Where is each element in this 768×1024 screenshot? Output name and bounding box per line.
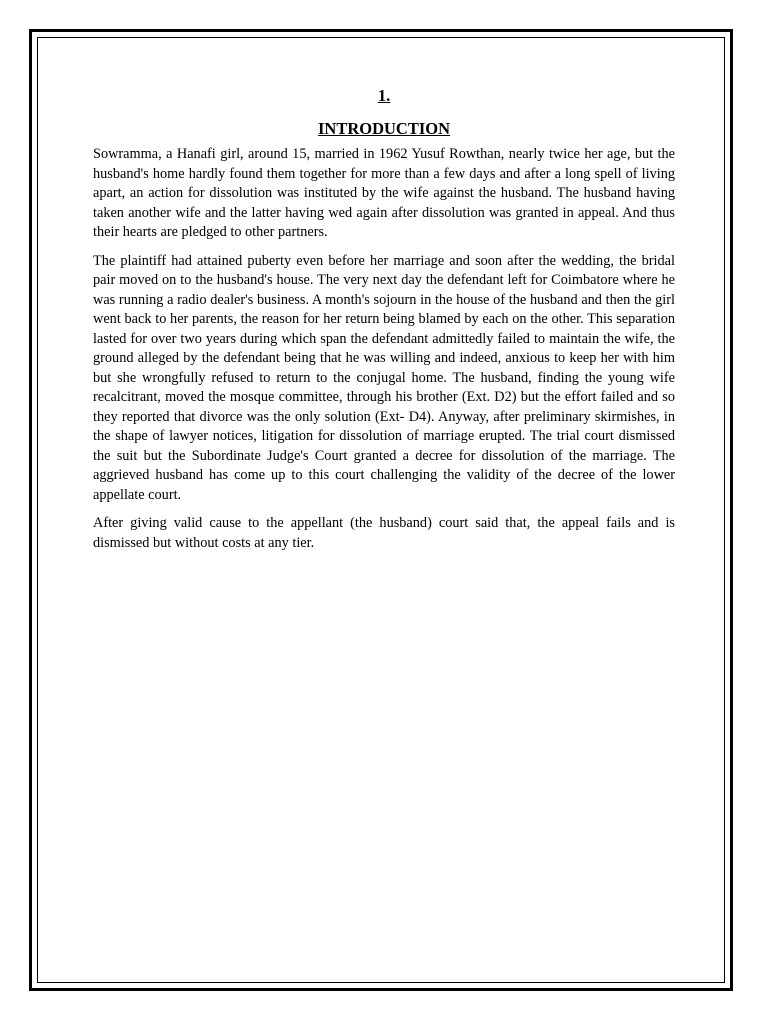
- section-title: INTRODUCTION: [317, 119, 451, 138]
- paragraph-1: Sowramma, a Hanafi girl, around 15, married in 1962 Yusuf Rowthan, nearly twice her age, but the husband's home hardly found them together for more than a few days and after a long spell of living apart, an action for dissolution was instituted by the wife against the husband. The husband having taken another wife and the latter having wed again after dissolution was granted in appeal. And thus their hearts are pledged to other partners.: [93, 146, 675, 240]
- paragraph-3: After giving valid cause to the appellant (the husband) court said that, the appeal fails and is dismissed but without costs at any tier.: [93, 515, 675, 551]
- section-number: 1.: [377, 86, 391, 105]
- document-body: [93, 84, 675, 562]
- paragraph-2: The plaintiff had attained puberty even before her marriage and soon after the wedding, the bridal pair moved on to the husband's house. The very next day the defendant left for Coimbatore where he was running a radio dealer's business. A month's sojourn in the house of the husband and then the girl went back to her parents, the reason for her return being blamed by each on the other. This separation lasted for over two years during which span the defendant admittedly failed to maintain the wife, the ground alleged by the defendant being that he was willing and indeed, anxious to keep her with him but she wrongfully refused to return to the conjugal home. The husband, finding the young wife recalcitrant, moved the mosque committee, through his brother (Ext. D2) but the effort failed and so they reported that divorce was the only solution (Ext- D4). Anyway, after preliminary skirmishes, in the shape of lawyer notices, litigation for dissolution of marriage erupted. The trial court dismissed the suit but the Subordinate Judge's Court granted a decree for dissolution of the marriage. The aggrieved husband has come up to this court challenging the validity of the decree of the lower appellate court.: [93, 252, 675, 503]
